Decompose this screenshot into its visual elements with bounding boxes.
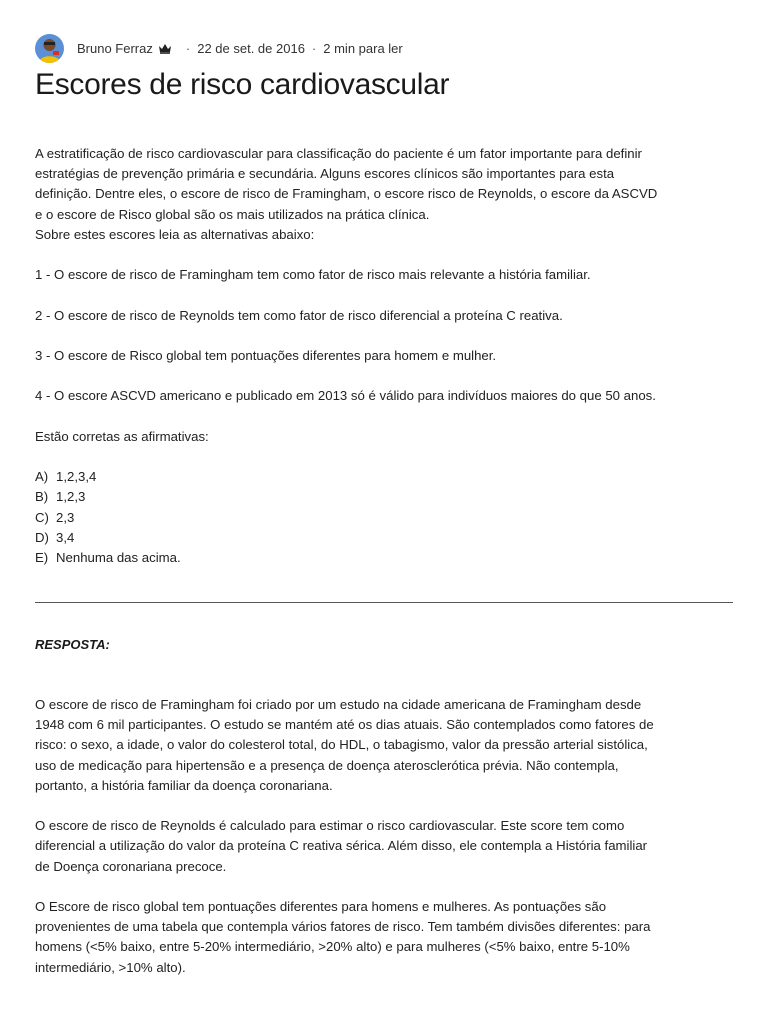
answer-line: de Doença coronariana precoce. <box>35 858 227 874</box>
meta-separator: · <box>185 40 191 56</box>
option-text: 3,4 <box>56 529 75 545</box>
intro-line: estratégias de prevenção primária e secundária. Alguns escores clínicos são importantes para esta <box>35 166 615 182</box>
article-meta <box>35 33 403 63</box>
response-label: RESPOSTA: <box>35 637 110 652</box>
intro-line: definição. Dentre eles, o escore de risco de Framingham, o escore risco de Reynolds, o escore da ASCVD <box>35 186 658 202</box>
publish-date: 22 de set. de 2016 <box>197 40 305 56</box>
option-b <box>35 487 735 507</box>
question-body <box>35 144 735 568</box>
option-a <box>35 467 735 487</box>
statement-4: 4 - O escore ASCVD americano e publicado em 2013 só é válido para indivíduos maiores do que 50 anos. <box>35 388 656 404</box>
statement-3: 3 - O escore de Risco global tem pontuações diferentes para homem e mulher. <box>35 347 497 363</box>
intro-line: Sobre estes escores leia as alternativas abaixo: <box>35 226 315 242</box>
option-letter: D) <box>35 529 49 545</box>
statement-2: 2 - O escore de risco de Reynolds tem como fator de risco diferencial a proteína C reativa. <box>35 307 563 323</box>
answer-line: O escore de risco de Framingham foi criado por um estudo na cidade americana de Framingham desde <box>35 697 642 712</box>
option-text: Nenhuma das acima. <box>56 549 181 565</box>
option-text: 1,2,3 <box>56 489 86 505</box>
answer-line: 1948 com 6 mil participantes. O estudo se mantém até os dias atuais. São contemplados como fatores de <box>35 717 654 733</box>
option-text: 1,2,3,4 <box>56 469 97 485</box>
answer-line: O Escore de risco global tem pontuações diferentes para homens e mulheres. As pontuações são <box>35 899 607 914</box>
section-divider <box>35 602 733 603</box>
option-text: 2,3 <box>56 509 75 525</box>
author-name-link[interactable]: Bruno Ferraz <box>77 40 153 56</box>
option-letter: C) <box>35 509 49 525</box>
meta-separator: · <box>311 40 317 56</box>
option-letter: E) <box>35 549 49 565</box>
answer-line: intermediário, >10% alto). <box>35 959 186 975</box>
intro-line: e o escore de Risco global são os mais utilizados na prática clínica. <box>35 206 430 222</box>
answer-body <box>35 695 735 978</box>
intro-line: A estratificação de risco cardiovascular para classificação do paciente é um fator importante para definir <box>35 146 642 161</box>
answer-line: uso de medicação para hipertensão e a presença de doença aterosclerótica prévia. Não contempla, <box>35 757 619 773</box>
answer-line: homens (<5% baixo, entre 5-20% intermediário, >20% alto) e para mulheres (<5% baixo, entre 5-10% <box>35 939 630 955</box>
answer-line: diferencial a utilização do valor da proteína C reativa sérica. Além disso, ele contempla a História familiar <box>35 838 648 854</box>
author-avatar[interactable] <box>35 34 64 63</box>
answer-line: risco: o sexo, a idade, o valor do colesterol total, do HDL, o tabagismo, valor da pressão arterial sistólica, <box>35 737 648 753</box>
option-letter: A) <box>35 469 49 485</box>
option-e <box>35 548 735 568</box>
article-title: Escores de risco cardiovascular <box>35 68 450 101</box>
question-prompt: Estão corretas as afirmativas: <box>35 428 209 444</box>
answer-line: portanto, a história familiar da doença coronariana. <box>35 777 333 793</box>
statement-1: 1 - O escore de risco de Framingham tem como fator de risco mais relevante a história familiar. <box>35 267 591 283</box>
option-c <box>35 508 735 528</box>
read-time: 2 min para ler <box>323 40 403 56</box>
answer-line: O escore de risco de Reynolds é calculado para estimar o risco cardiovascular. Este score tem como <box>35 818 625 834</box>
crown-icon <box>158 43 172 54</box>
option-d <box>35 528 735 548</box>
option-letter: B) <box>35 489 49 505</box>
answer-line: provenientes de uma tabela que contempla vários fatores de risco. Tem também divisões diferentes: para <box>35 919 651 935</box>
